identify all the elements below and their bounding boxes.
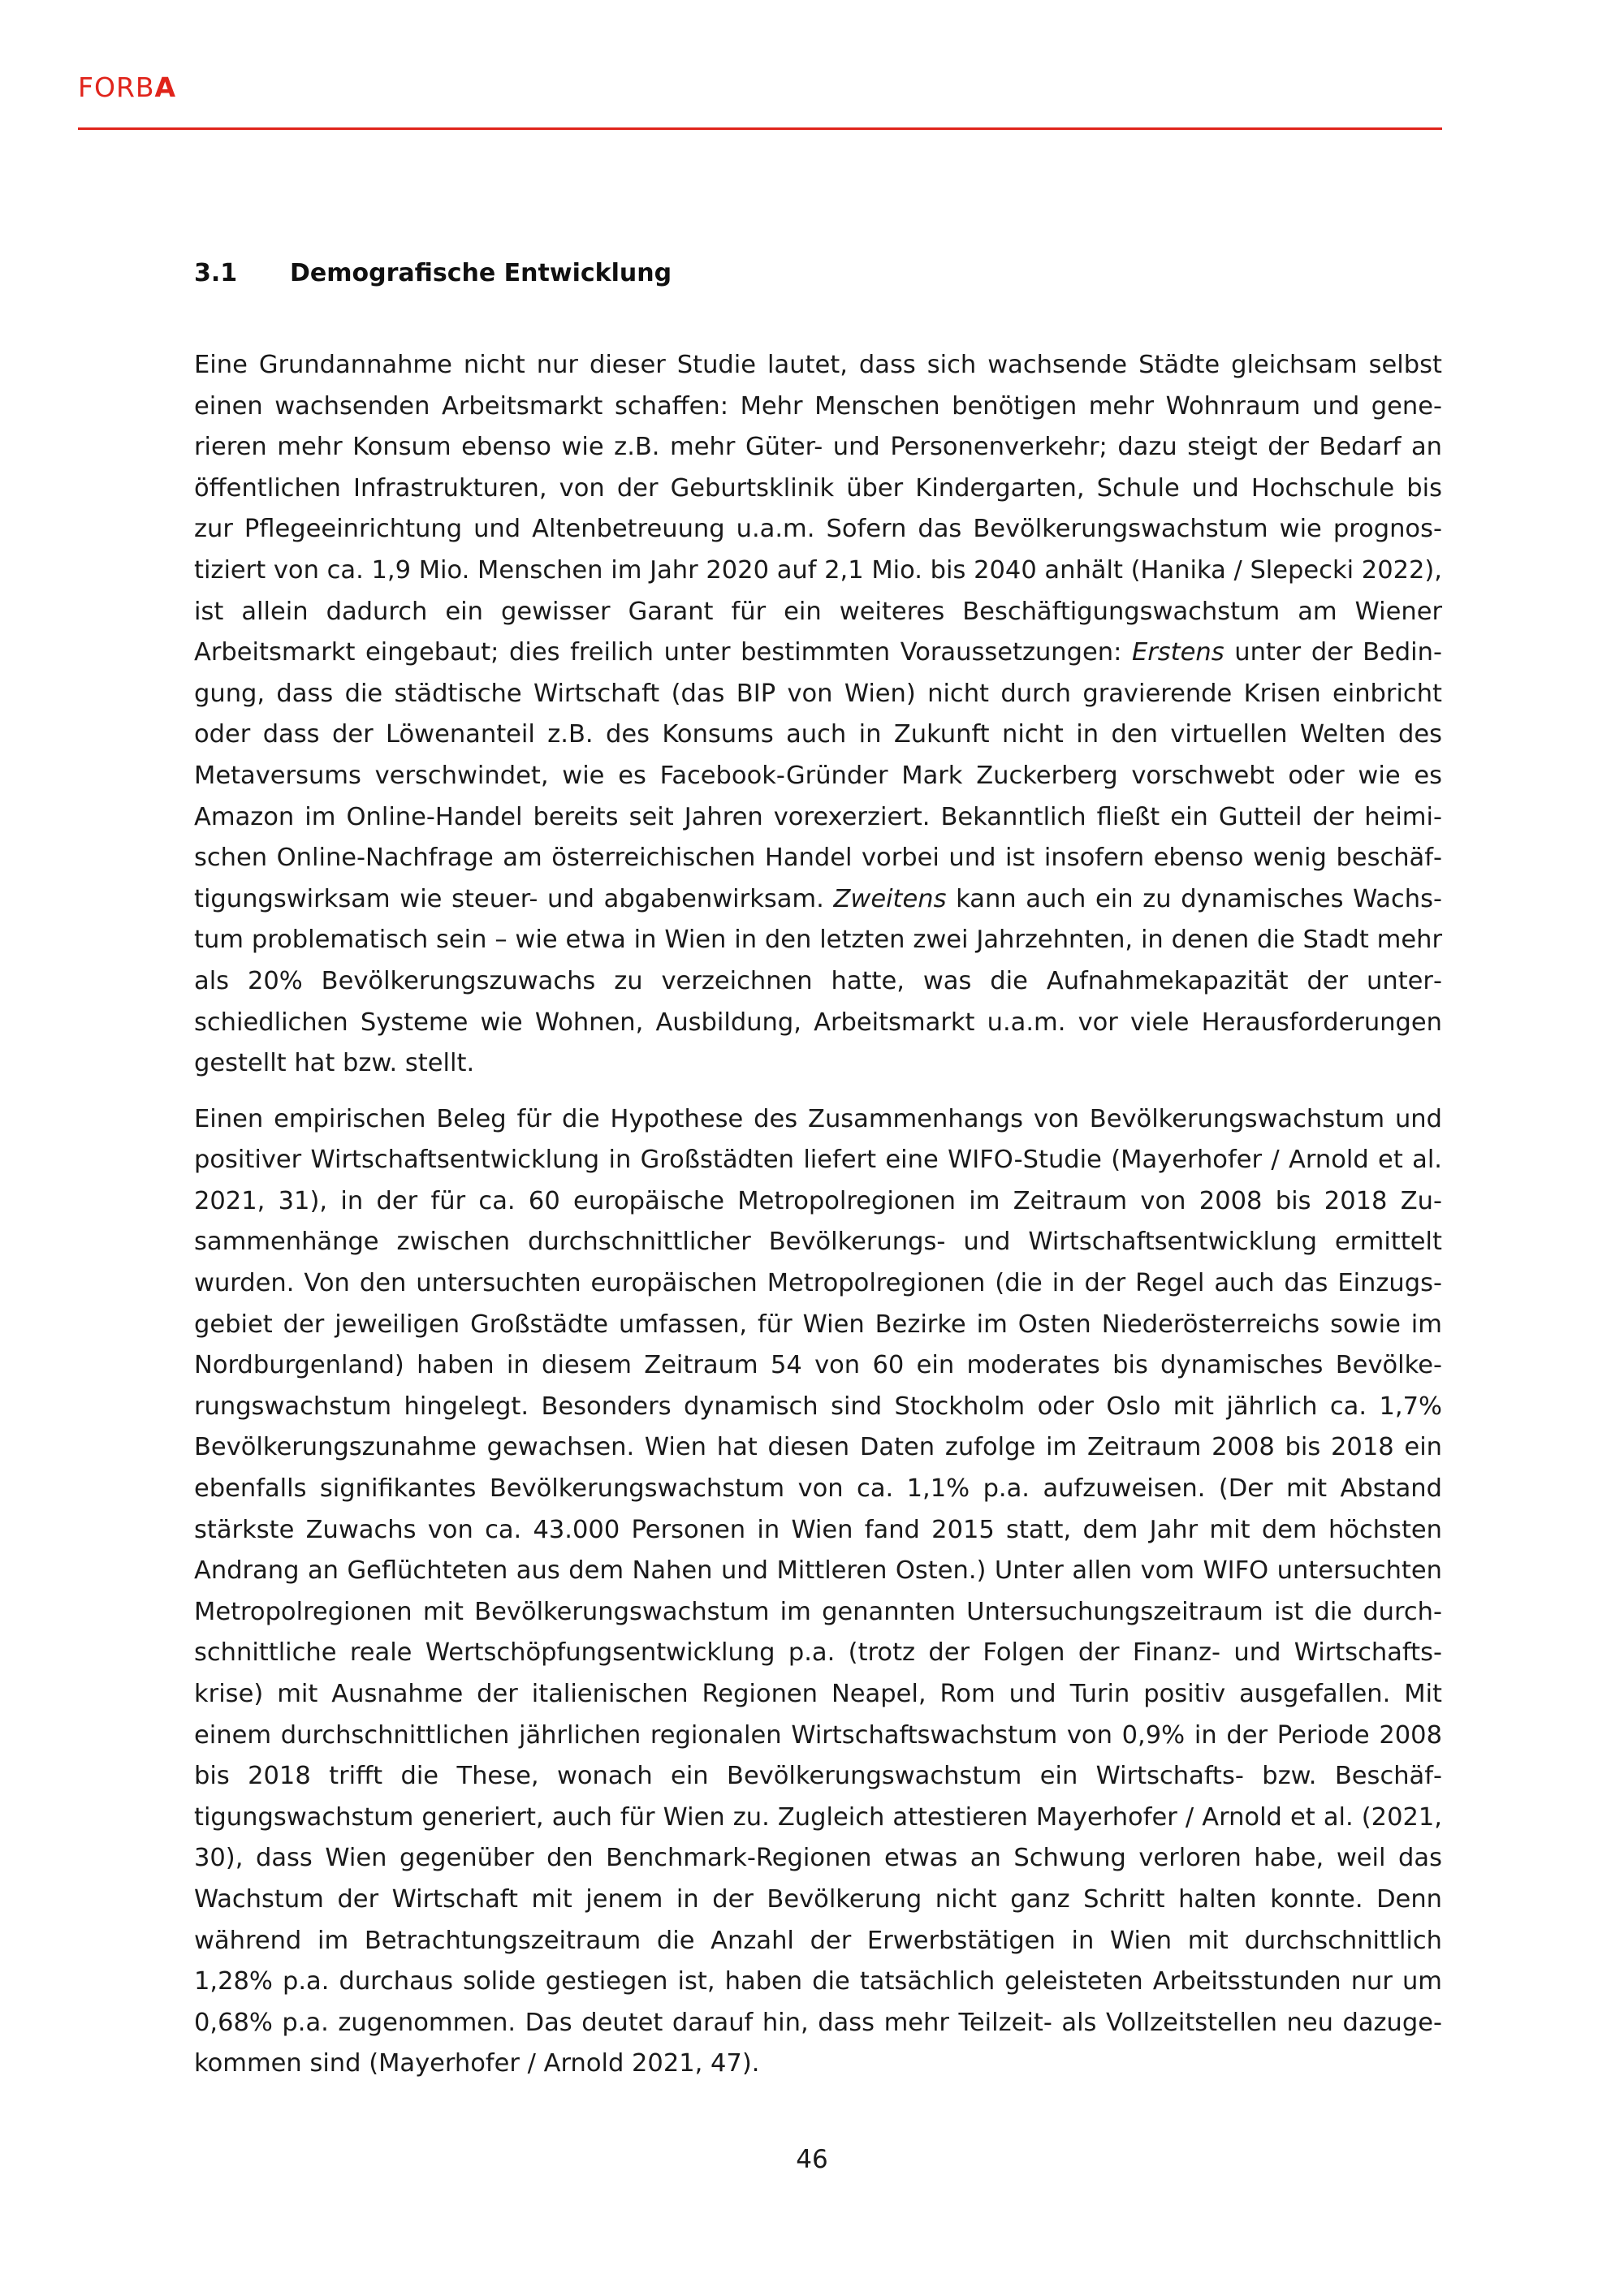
paragraph-text-segment: unter der Bedingung, dass die städtische Wirtschaft (das BIP von Wien) nicht durch gravierende Krisen einbricht oder dass der Löwenanteil z.B. des Konsums auch in Zukunft nicht in den virtuellen Welten des Metaversums verschwindet, wie es Facebook-Gründer Mark Zuckerberg vorschwebt oder wie es Amazon im Online-Handel bereits seit Jahren vorexerziert. Bekanntlich fließt ein Gutteil der heimischen Online-Nachfrage am österreichischen Handel vorbei und ist insofern ebenso wenig beschäftigungswirksam wie steuer- und abgabenwirksam. (194, 638, 1442, 913)
logo-bold-text: A (154, 71, 177, 103)
paragraph-text-segment: Eine Grundannahme nicht nur dieser Studie lautet, dass sich wachsende Städte gleichsam selbst einen wachsenden Arbeitsmarkt schaffen: Mehr Menschen benötigen mehr Wohnraum und generieren mehr Konsum ebenso wie z.B. mehr Güter- und Personenverkehr; dazu steigt der Bedarf an öffentlichen Infrastrukturen, von der Geburtsklinik über Kindergarten, Schule und Hochschule bis zur Pflegeeinrichtung und Altenbetreuung u.a.m. Sofern das Bevölkerungswachstum wie prognostiziert von ca. 1,9 Mio. Menschen im Jahr 2020 auf 2,1 Mio. bis 2040 anhält (Hanika / Slepecki 2022), ist allein dadurch ein gewisser Garant für ein weiteres Beschäftigungswachstum am Wiener Arbeitsmarkt eingebaut; dies freilich unter bestimmten Voraussetzungen: (194, 351, 1442, 667)
paragraph-text-segment: kann auch ein zu dynamisches Wachstum problematisch sein – wie etwa in Wien in den letzten zwei Jahrzehnten, in denen die Stadt mehr als 20% Bevölkerungszuwachs zu verzeichnen hatte, was die Aufnahmekapazität der unterschiedlichen Systeme wie Wohnen, Ausbildung, Arbeitsmarkt u.a.m. vor viele Herausforderungen gestellt hat bzw. stellt. (194, 884, 1443, 1078)
paragraph-2 (194, 1099, 1442, 2085)
section-title: Demografische Entwicklung (290, 259, 672, 287)
forba-logo (78, 71, 176, 104)
paragraph-1 (194, 345, 1442, 1085)
header-divider (78, 127, 1442, 130)
paragraph-text-segment: Einen empirischen Beleg für die Hypothese des Zusammenhangs von Bevölkerungswachstum und positiver Wirtschaftsentwicklung in Großstädten liefert eine WIFO-Studie (Mayerhofer / Arnold et al. 2021, 31), in der für ca. 60 europäische Metropolregionen im Zeitraum von 2008 bis 2018 Zusammenhänge zwischen durchschnittlicher Bevölkerungs- und Wirtschaftsentwicklung ermittelt wurden. Von den untersuchten europäischen Metropolregionen (die in der Regel auch das Einzugsgebiet der jeweiligen Großstädte umfassen, für Wien Bezirke im Osten Niederösterreichs sowie im Nordburgenland) haben in diesem Zeitraum 54 von 60 ein moderates bis dynamisches Bevölkerungswachstum hingelegt. Besonders dynamisch sind Stockholm oder Oslo mit jährlich ca. 1,7% Bevölkerungszunahme gewachsen. Wien hat diesen Daten zufolge im Zeitraum 2008 bis 2018 ein ebenfalls signifikantes Bevölkerungswachstum von ca. 1,1% p.a. aufzuweisen. (Der mit Abstand stärkste Zuwachs von ca. 43.000 Personen in Wien fand 2015 statt, dem Jahr mit dem höchsten Andrang an Geflüchteten aus dem Nahen und Mittleren Osten.) Unter allen vom WIFO untersuchten Metropolregionen mit Bevölkerungswachstum im genannten Untersuchungszeitraum ist die durchschnittliche reale Wertschöpfungsentwicklung p.a. (trotz der Folgen der Finanz- und Wirtschaftskrise) mit Ausnahme der italienischen Regionen Neapel, Rom und Turin positiv ausgefallen. Mit einem durchschnittlichen jährlichen regionalen Wirtschaftswachstum von 0,9% in der Periode 2008 bis 2018 trifft die These, wonach ein Bevölkerungswachstum ein Wirtschafts- bzw. Beschäftigungswachstum generiert, auch für Wien zu. Zugleich attestieren Mayerhofer / Arnold et al. (2021, 30), dass Wien gegenüber den Benchmark-Regionen etwas an Schwung verloren habe, weil das Wachstum der Wirtschaft mit jenem in der Bevölkerung nicht ganz Schritt halten konnte. Denn während im Betrachtungszeitraum die Anzahl der Erwerbstätigen in Wien mit durchschnittlich 1,28% p.a. durchaus solide gestiegen ist, haben die tatsächlich geleisteten Arbeitsstunden nur um 0,68% p.a. zugenommen. Das deutet darauf hin, dass mehr Teilzeit- als Vollzeitstellen neu dazugekommen sind (Mayerhofer / Arnold 2021, 47). (194, 1104, 1442, 2078)
section-number: 3.1 (194, 259, 238, 287)
section-heading (194, 257, 672, 290)
page-number: 46 (796, 2145, 828, 2174)
emphasis-erstens: Erstens (1131, 638, 1224, 667)
emphasis-zweitens: Zweitens (833, 884, 947, 913)
body-text (194, 345, 1442, 2100)
logo-regular-text: FORB (78, 71, 155, 103)
